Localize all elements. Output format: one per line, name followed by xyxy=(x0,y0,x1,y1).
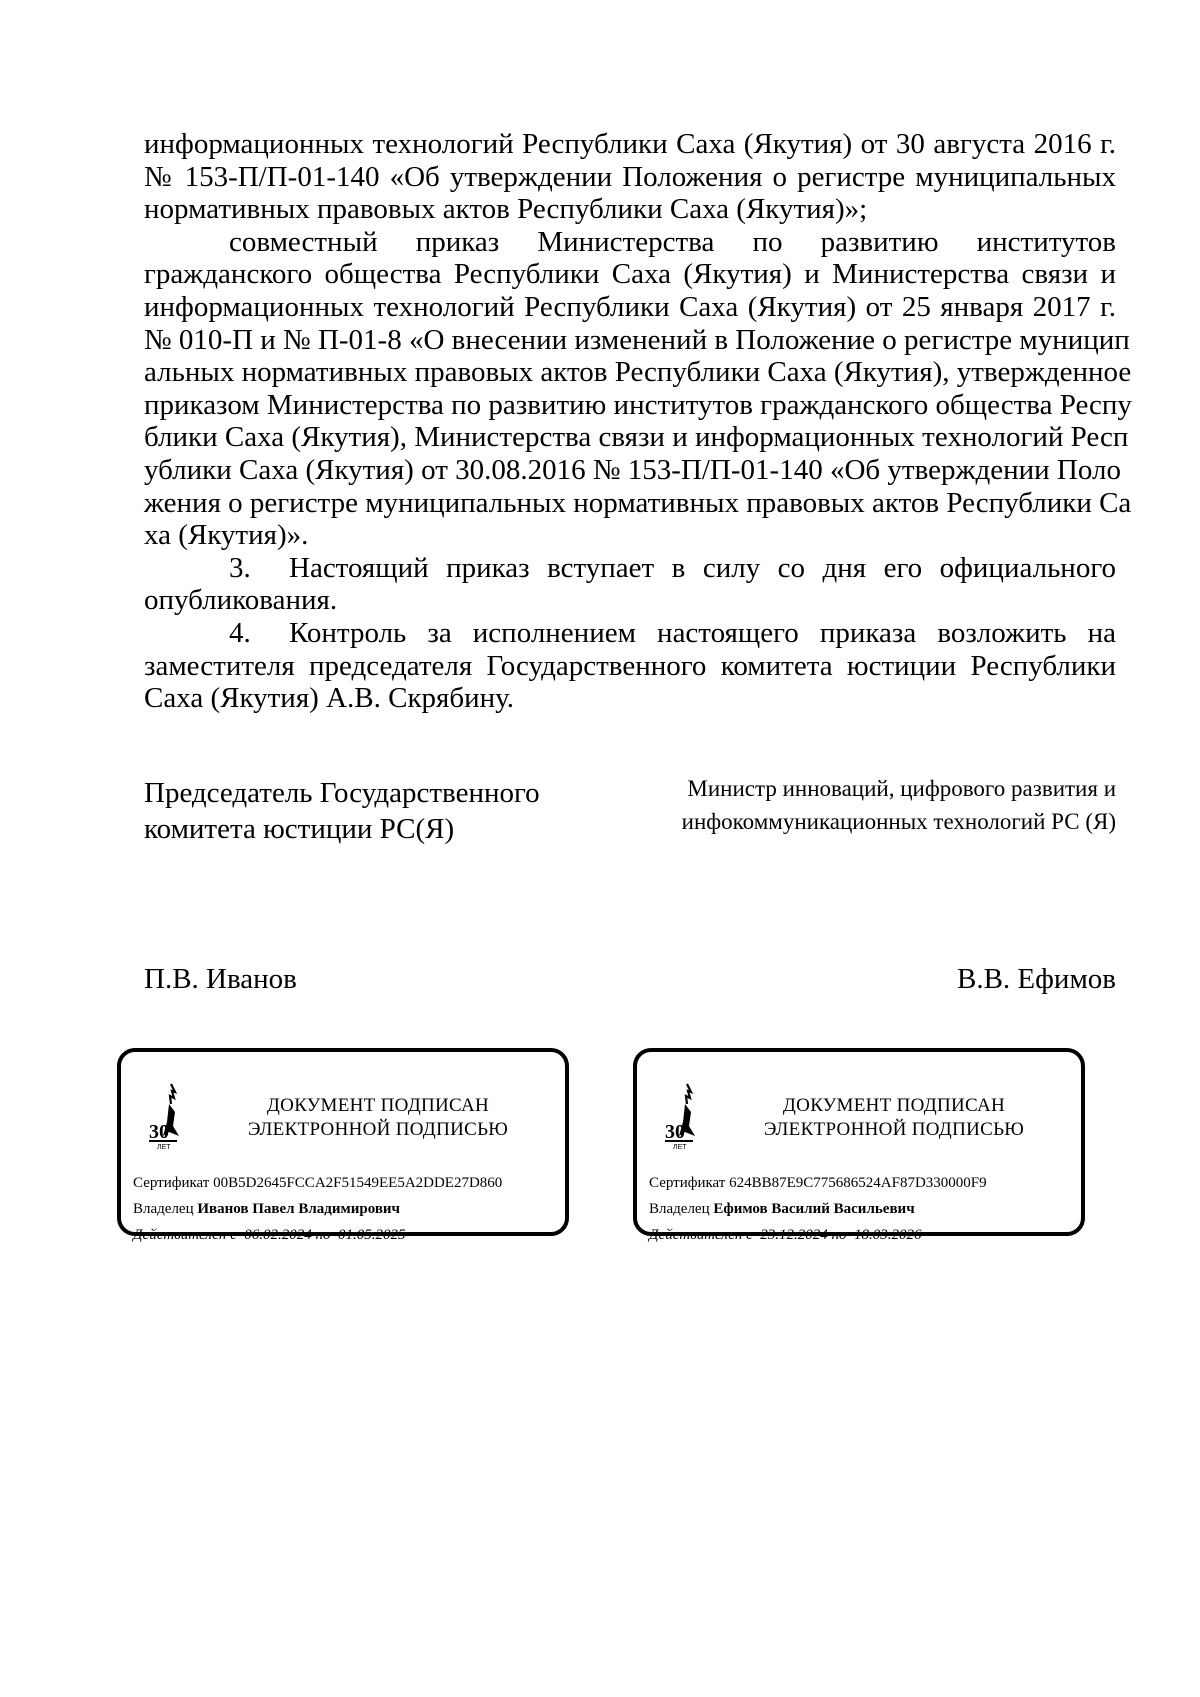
svg-text:30: 30 xyxy=(149,1121,169,1143)
text-line: ха (Якутия)». xyxy=(144,519,309,552)
text-line: жения о регистре муниципальных нормативных правовых актов Республики Са xyxy=(144,486,1132,519)
clause-text: Контроль за исполнением настоящего приказа возложить на xyxy=(289,616,1116,649)
valid-to: 01.05.2025 xyxy=(338,1227,406,1243)
svg-text:ЛЕТ: ЛЕТ xyxy=(157,1144,171,1151)
text-line: информационных технологий Республики Саха (Якутия) от 30 августа 2016 г. xyxy=(144,128,1116,160)
text-line: информационных технологий Республики Саха (Якутия) от 25 января 2017 г. xyxy=(144,290,1116,323)
right-signatory-title xyxy=(620,772,1116,838)
stamp-title-line: ДОКУМЕНТ ПОДПИСАН xyxy=(266,1095,490,1116)
clause-text: Настоящий приказ вступает в силу со дня его официального xyxy=(289,551,1116,584)
right-title-line: инфокоммуникационных технологий РС (Я) xyxy=(681,809,1116,834)
valid-to: 18.03.2026 xyxy=(854,1227,922,1243)
text-line: нормативных правовых актов Республики Саха (Якутия)»; xyxy=(144,193,868,226)
left-title-line: Председатель Государственного xyxy=(144,777,540,809)
clause-number: 3. xyxy=(229,551,251,584)
stamp-title-line: ЭЛЕКТРОННОЙ ПОДПИСЬЮ xyxy=(247,1119,509,1140)
text-line: заместителя председателя Государственного комитета юстиции Республики xyxy=(144,649,1116,682)
clause-3 xyxy=(144,552,1116,585)
stamp-title xyxy=(727,1094,1061,1142)
left-signatory-title xyxy=(144,775,540,847)
cert-value: 624BB87E9C775686524AF87D330000F9 xyxy=(729,1175,987,1191)
owner-value: Ефимов Василий Васильевич xyxy=(713,1201,915,1217)
document-body xyxy=(144,128,1132,715)
certificate-info xyxy=(649,1170,987,1248)
clause-4 xyxy=(144,617,1116,650)
valid-from: 06.02.2024 xyxy=(244,1227,312,1243)
clause-number: 4. xyxy=(229,616,251,649)
text-line: приказом Министерства по развитию институтов гражданского общества Респу xyxy=(144,388,1132,421)
certificate-row xyxy=(649,1170,987,1196)
emblem-icon xyxy=(149,1082,191,1152)
left-title-line: комитета юстиции РС(Я) xyxy=(144,813,455,845)
owner-label: Владелец xyxy=(649,1201,710,1217)
right-title-line: Министр инноваций, цифрового развития и xyxy=(687,776,1116,801)
text-line: ублики Саха (Якутия) от 30.08.2016 № 153-П/П-01-140 «Об утверждении Поло xyxy=(144,453,1121,486)
e-signature-stamp xyxy=(633,1048,1085,1243)
emblem-icon xyxy=(665,1082,707,1152)
text-line: Саха (Якутия) А.В. Скрябину. xyxy=(144,682,515,715)
right-signatory-name: В.В. Ефимов xyxy=(956,963,1116,995)
stamp-title xyxy=(211,1094,545,1142)
text-line: № 010-П и № П-01-8 «О внесении изменений в Положение о регистре муницип xyxy=(144,323,1130,356)
text-line: альных нормативных правовых актов Республики Саха (Якутия), утвержденное xyxy=(144,356,1132,389)
owner-value: Иванов Павел Владимирович xyxy=(197,1201,401,1217)
cert-label: Сертификат xyxy=(649,1175,726,1191)
valid-to-label: по xyxy=(831,1227,847,1243)
certificate-info xyxy=(133,1170,502,1248)
cert-label: Сертификат xyxy=(133,1175,210,1191)
valid-from: 23.12.2024 xyxy=(760,1227,828,1243)
stamp-title-line: ДОКУМЕНТ ПОДПИСАН xyxy=(782,1095,1006,1116)
stamp-title-line: ЭЛЕКТРОННОЙ ПОДПИСЬЮ xyxy=(763,1119,1025,1140)
e-signature-stamp xyxy=(117,1048,569,1243)
svg-text:ЛЕТ: ЛЕТ xyxy=(673,1144,687,1151)
text-line: гражданского общества Республики Саха (Якутия) и Министерства связи и xyxy=(144,258,1116,291)
valid-label: Действителен с xyxy=(649,1227,753,1243)
text-line: блики Саха (Якутия), Министерства связи и информационных технологий Респ xyxy=(144,421,1129,454)
text-line: № 153-П/П-01-140 «Об утверждении Положения о регистре муниципальных xyxy=(144,160,1116,193)
certificate-row xyxy=(133,1170,502,1196)
validity-row xyxy=(649,1222,987,1248)
left-signatory-name: П.В. Иванов xyxy=(144,963,297,995)
svg-text:30: 30 xyxy=(665,1121,685,1143)
text-line: опубликования. xyxy=(144,584,338,617)
valid-to-label: по xyxy=(315,1227,331,1243)
cert-value: 00B5D2645FCCA2F51549EE5A2DDE27D860 xyxy=(213,1175,503,1191)
owner-row xyxy=(133,1196,502,1222)
valid-label: Действителен с xyxy=(133,1227,237,1243)
owner-label: Владелец xyxy=(133,1201,194,1217)
owner-row xyxy=(649,1196,987,1222)
text-line: совместный приказ Министерства по развитию институтов xyxy=(229,225,1116,258)
validity-row xyxy=(133,1222,502,1248)
